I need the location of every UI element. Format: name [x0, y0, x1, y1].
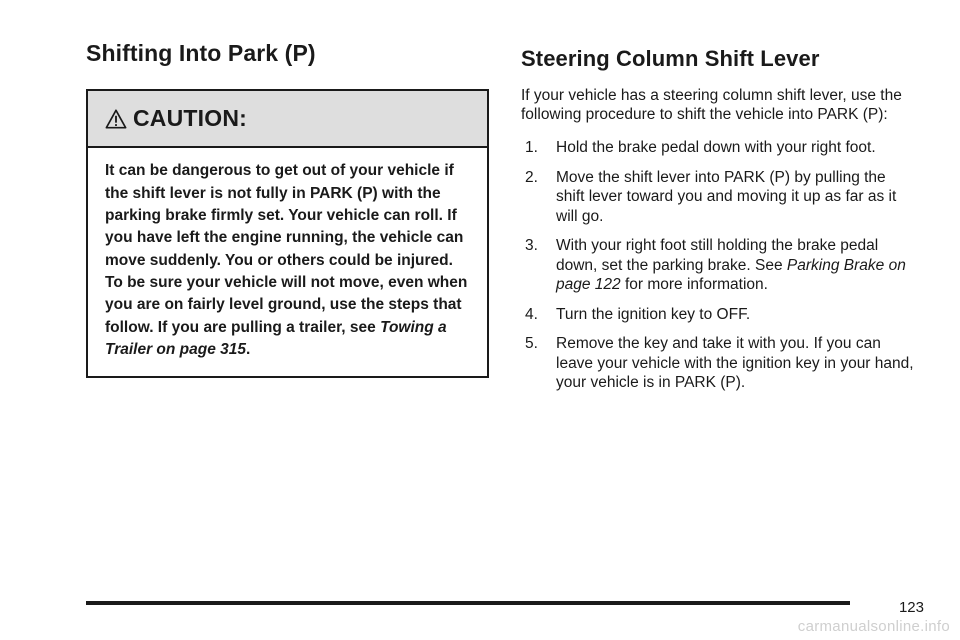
footer-rule: [86, 601, 850, 605]
right-column: [521, 46, 916, 403]
cross-reference-towing-trailer[interactable]: Towing a Trailer on page 315: [105, 318, 447, 358]
caution-text: It can be dangerous to get out of your vehicle if the shift lever is not fully in PARK (P) with the parking brake firmly set. Your vehicle can roll. If you have left the engine running, the vehicle can move suddenly. You or others could be injured. To be sure your vehicle will not move, even when you are on fairly level ground, use the steps that follow. If you are pulling a trailer, see: [105, 162, 468, 336]
list-item: [525, 334, 916, 393]
procedure-steps: [521, 138, 916, 393]
caution-body: [88, 148, 487, 376]
step-text-after: for more information.: [620, 276, 768, 294]
list-item: [525, 305, 916, 325]
step-number: 1.: [525, 139, 538, 157]
step-text: Move the shift lever into PARK (P) by pulling the shift lever toward you and moving it up as far as it will go.: [556, 168, 897, 225]
section-title-shifting-into-park: Shifting Into Park (P): [86, 40, 316, 66]
step-number: 5.: [525, 335, 538, 353]
page-number: 123: [898, 599, 924, 616]
intro-paragraph: If your vehicle has a steering column shift lever, use the following procedure to shift the vehicle into PARK (P):: [521, 87, 902, 124]
step-text: With your right foot still holding the brake pedal down, set the parking brake. See: [556, 237, 879, 274]
step-number: 4.: [525, 305, 538, 323]
list-item: [525, 236, 916, 295]
caution-header: [88, 91, 487, 148]
step-text: Turn the ignition key to OFF.: [556, 305, 751, 323]
section-title-steering-column-shift-lever: Steering Column Shift Lever: [521, 46, 820, 71]
warning-triangle-icon: [105, 108, 127, 130]
step-text: Hold the brake pedal down with your right foot.: [556, 139, 876, 157]
step-number: 3.: [525, 237, 538, 255]
caution-end-period: .: [246, 340, 251, 358]
cross-reference-parking-brake[interactable]: Parking Brake on page 122: [556, 256, 906, 294]
watermark: carmanualsonline.info: [797, 618, 950, 635]
step-text: Remove the key and take it with you. If you can leave your vehicle with the ignition key in your hand, your vehicle is in PARK (P).: [556, 335, 914, 392]
list-item: [525, 138, 916, 158]
step-number: 2.: [525, 168, 538, 186]
caution-label: CAUTION:: [133, 105, 248, 132]
caution-box: [86, 89, 489, 378]
list-item: [525, 168, 916, 227]
left-column: [86, 40, 490, 378]
